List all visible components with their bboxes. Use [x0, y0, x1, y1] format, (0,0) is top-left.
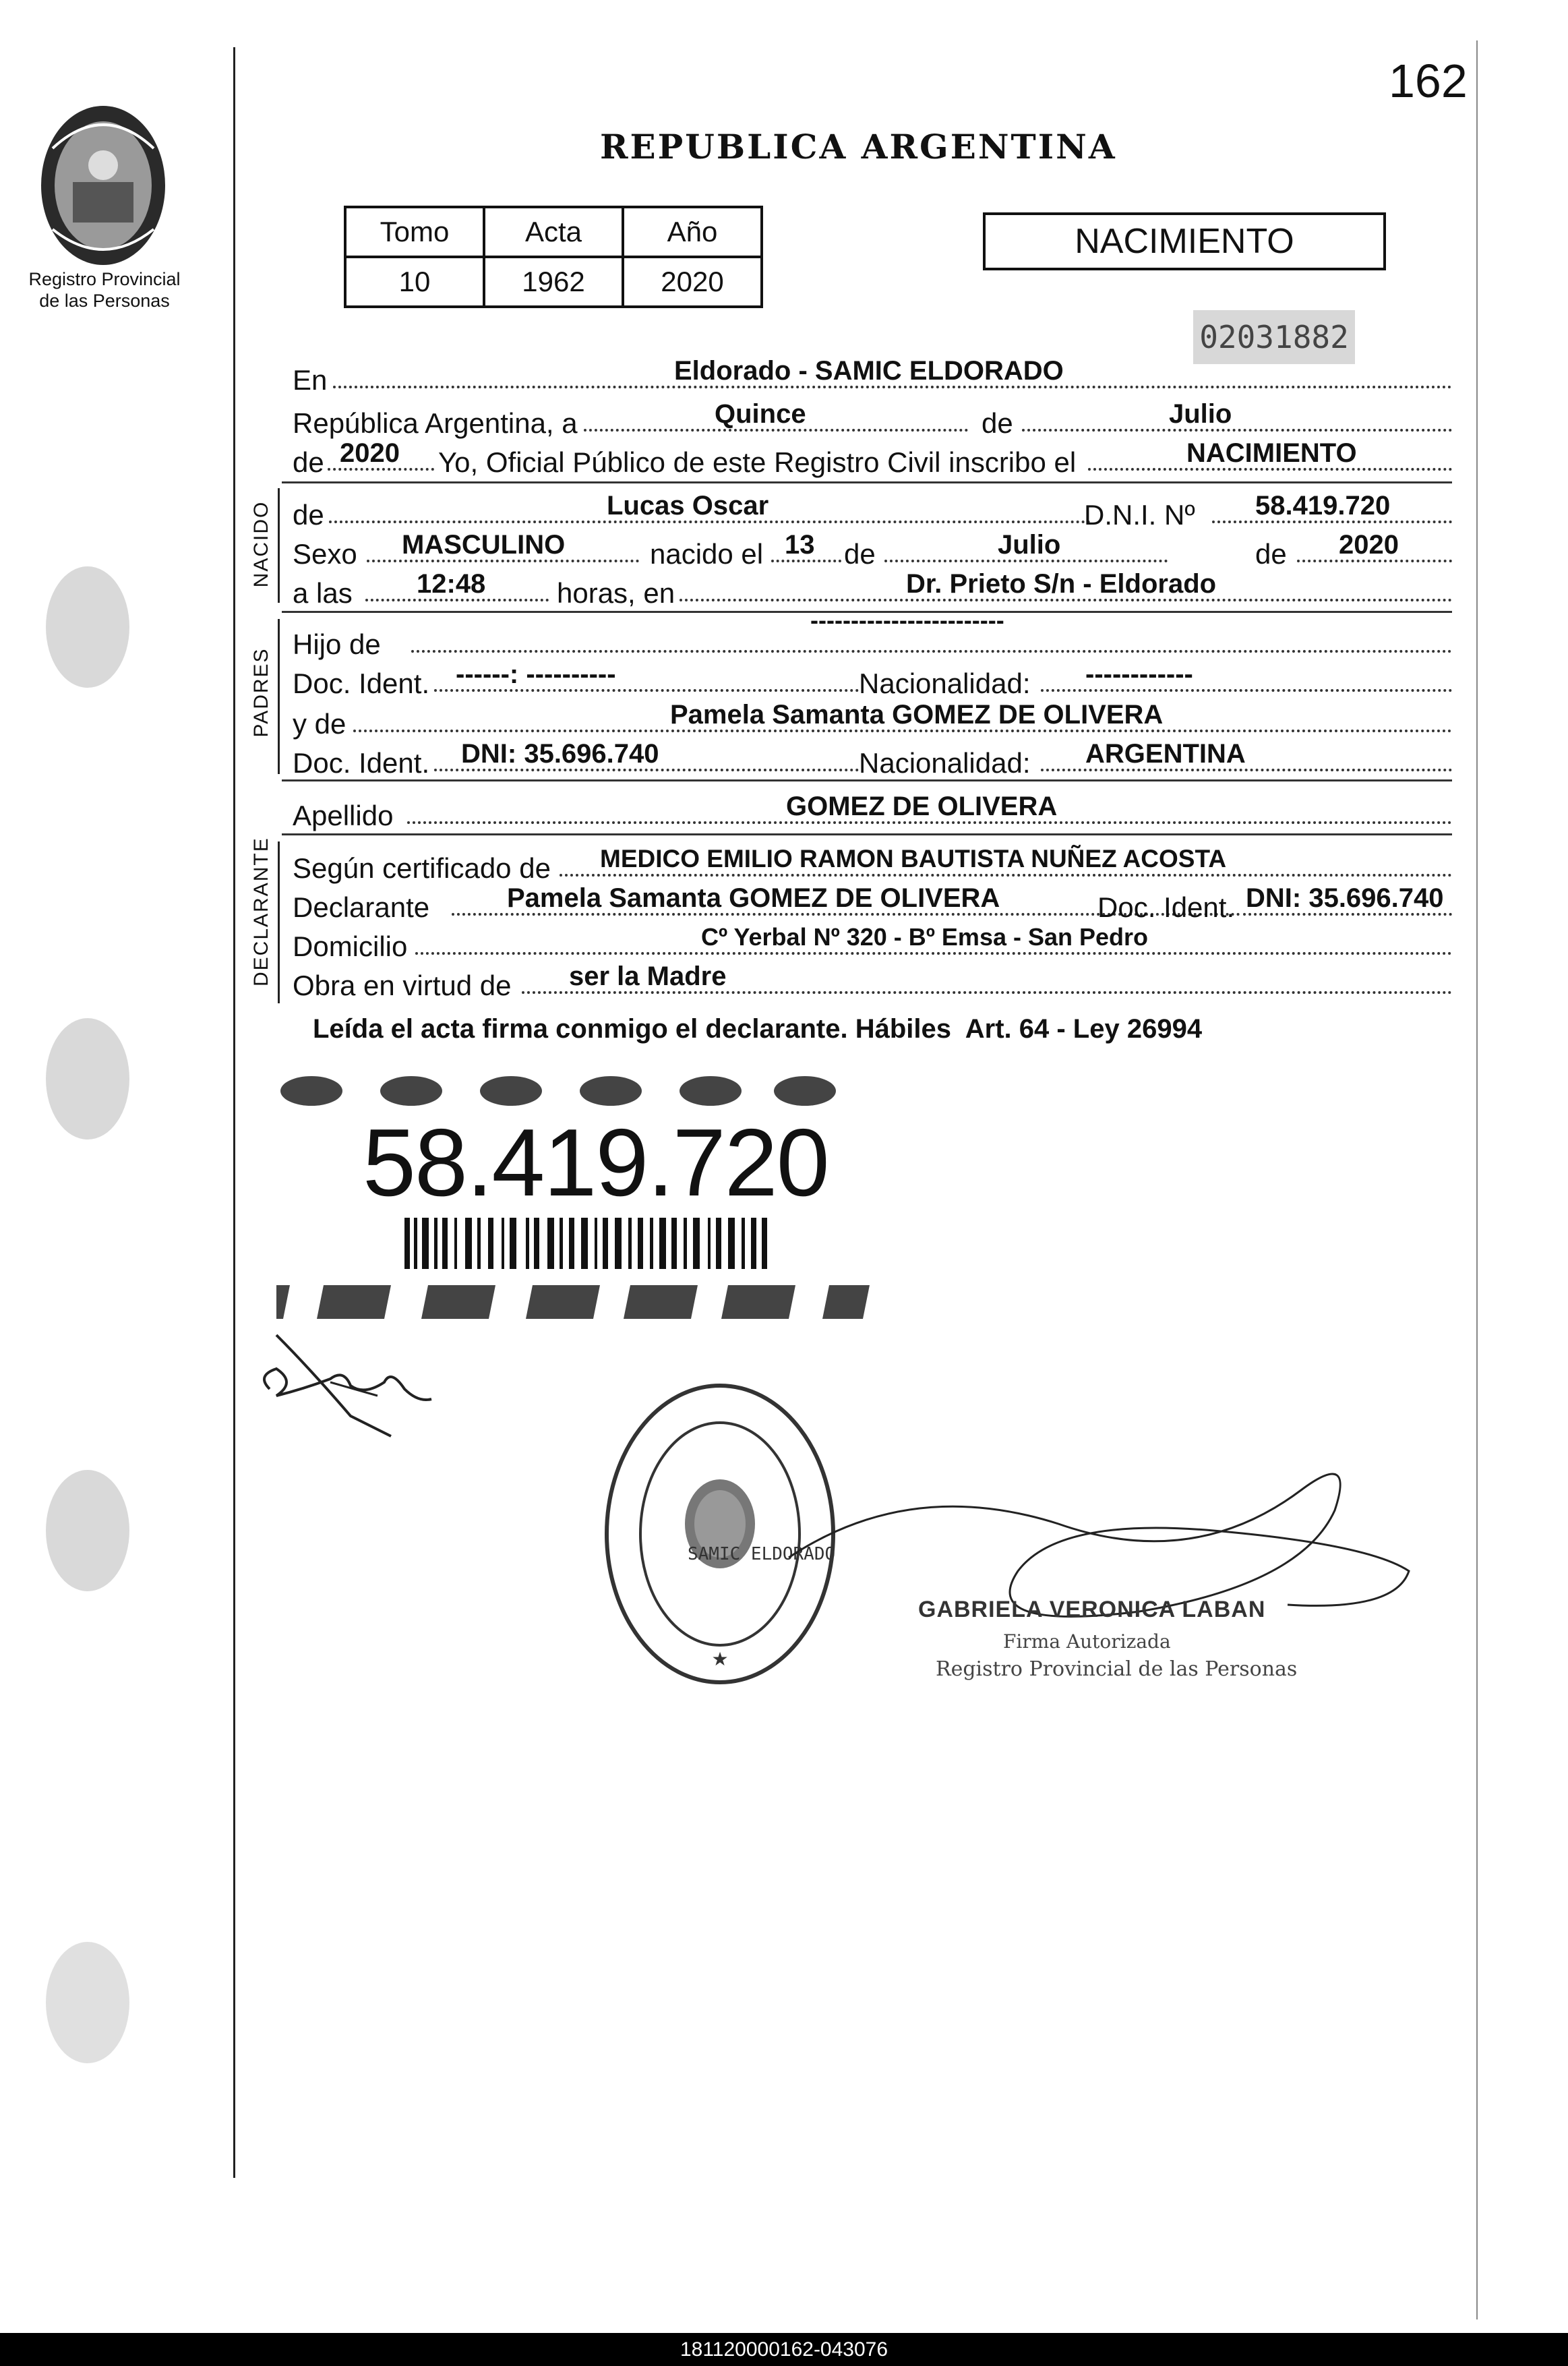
lugar-value: Dr. Prieto S/n - Eldorado — [906, 569, 1217, 599]
serial-stamp-text: 02031882 — [1199, 319, 1349, 355]
lugar-dots — [680, 599, 1452, 601]
country-title: REPUBLICA ARGENTINA — [600, 127, 1117, 167]
security-strip-top — [279, 1075, 839, 1113]
signature-name: GABRIELA VERONICA LABAN — [918, 1597, 1266, 1622]
domicilio-label: Domicilio — [293, 930, 408, 962]
row-certificado — [293, 846, 1452, 883]
apellido-label: Apellido — [293, 800, 394, 831]
row-fecha — [293, 401, 1452, 438]
dni-value: 58.419.720 — [1255, 491, 1391, 521]
declarant-signature — [249, 1322, 438, 1443]
side-label-declarante: DECLARANTE — [250, 837, 272, 986]
dni-big-number: 58.419.720 — [363, 1109, 828, 1216]
year-dots — [328, 468, 434, 471]
record-value-tomo: 10 — [345, 257, 484, 307]
hora-dots — [365, 599, 549, 601]
nac1-dots — [1041, 689, 1452, 692]
declarante-bracket — [278, 841, 280, 1003]
official-signature — [775, 1436, 1422, 1659]
birth-month: Julio — [998, 530, 1061, 560]
year-value: 2020 — [340, 438, 400, 468]
registry-name-line1: Registro Provincial — [28, 269, 181, 289]
row-nombre — [293, 492, 1452, 530]
apellido-dots — [407, 821, 1452, 824]
birth-year-dots — [1297, 560, 1452, 562]
doc1-dots — [434, 689, 859, 692]
svg-text:★: ★ — [711, 1648, 729, 1670]
footer-code: 181120000162-043076 — [680, 2338, 888, 2361]
nac2-dots — [1041, 769, 1452, 771]
nacido-bracket — [278, 488, 280, 603]
doc-ident-label-1: Doc. Ident. — [293, 668, 430, 699]
dni-dots — [1212, 521, 1452, 523]
birth-year: 2020 — [1339, 530, 1399, 560]
sexo-dots — [367, 560, 639, 562]
ghost-logo-4 — [34, 1935, 142, 2090]
document-type-box — [983, 212, 1386, 270]
segun-label: Según certificado de — [293, 852, 551, 884]
birth-month-dots — [884, 560, 1168, 562]
birth-day: 13 — [785, 530, 815, 560]
month-value: Julio — [1169, 399, 1232, 429]
signature-institution: Registro Provincial de las Personas — [936, 1657, 1298, 1681]
record-header-acta: Acta — [484, 207, 623, 257]
certificado-value: MEDICO EMILIO RAMON BAUTISTA NUÑEZ ACOSTA — [600, 845, 1227, 873]
side-label-nacido: NACIDO — [250, 500, 272, 588]
closing-text: Leída el acta firma conmigo el declarante. Hábiles Art. 64 - Ley 26994 — [313, 1014, 1203, 1044]
sep-4 — [282, 833, 1452, 835]
right-edge-rule — [1476, 40, 1478, 2319]
hijo-dots — [411, 650, 1452, 653]
inscribo-dots — [1088, 468, 1452, 471]
yde-label: y de — [293, 708, 346, 740]
obra-label: Obra en virtud de — [293, 970, 512, 1001]
document-type: NACIMIENTO — [1075, 222, 1294, 261]
dni-label: D.N.I. Nº — [1084, 499, 1195, 531]
row-obra — [293, 963, 1452, 1001]
nac2-value: ARGENTINA — [1085, 739, 1246, 769]
security-strip-bottom — [276, 1285, 870, 1319]
domicilio-dots — [415, 952, 1452, 955]
row-hora — [293, 570, 1452, 608]
doc2-dots — [434, 769, 859, 771]
row-doc2 — [293, 740, 1452, 778]
apellido-value: GOMEZ DE OLIVERA — [786, 792, 1058, 821]
record-value-acta: 1962 — [484, 257, 623, 307]
seal-inner-text: SAMIC ELDORADO — [688, 1544, 836, 1564]
en-value: Eldorado - SAMIC ELDORADO — [674, 356, 1064, 386]
en-label: En — [293, 364, 328, 396]
row-inscribo — [293, 440, 1452, 477]
registry-logo — [32, 101, 174, 270]
yo-text: Yo, Oficial Público de este Registro Civil inscribo el — [438, 446, 1077, 478]
sexo-value: MASCULINO — [402, 530, 566, 560]
birth-day-dots — [771, 560, 841, 562]
hora-value: 12:48 — [417, 569, 486, 599]
page-number: 162 — [1389, 55, 1468, 107]
row-declarante — [293, 885, 1452, 922]
row-hijo — [293, 606, 1452, 660]
side-label-padres: PADRES — [250, 647, 272, 738]
day-value: Quince — [715, 399, 806, 429]
doc-ident-label-3: Doc. Ident. — [1097, 891, 1235, 923]
sep-3 — [282, 779, 1452, 781]
declarante-doc: DNI: 35.696.740 — [1246, 883, 1444, 913]
declarante-value: Pamela Samanta GOMEZ DE OLIVERA — [507, 883, 1000, 913]
doc1-value: ------: ---------- — [456, 659, 616, 689]
en-dots — [333, 386, 1452, 388]
row-madre — [293, 701, 1452, 739]
left-margin-rule — [233, 47, 235, 2178]
sep-1 — [282, 481, 1452, 483]
republica-dots — [584, 429, 968, 432]
sexo-label: Sexo — [293, 538, 357, 570]
de-label-3: de — [293, 499, 324, 531]
record-header-anio: Año — [623, 207, 762, 257]
ghost-logo-3 — [34, 1463, 142, 1618]
declarante-label: Declarante — [293, 891, 430, 923]
record-table — [344, 206, 763, 308]
hijo-label: Hijo de — [293, 628, 381, 660]
domicilio-value: Cº Yerbal Nº 320 - Bº Emsa - San Pedro — [701, 923, 1149, 951]
signature-role: Firma Autorizada — [1003, 1630, 1171, 1653]
serial-stamp — [1193, 310, 1355, 364]
de-label-2: de — [293, 446, 324, 478]
madre-value: Pamela Samanta GOMEZ DE OLIVERA — [670, 700, 1164, 730]
row-apellido — [293, 793, 1452, 831]
row-domicilio — [293, 924, 1452, 962]
horas-label: horas, en — [557, 577, 675, 609]
nombre-value: Lucas Oscar — [607, 491, 769, 521]
record-header-tomo: Tomo — [345, 207, 484, 257]
de-label-1: de — [982, 407, 1013, 439]
nac1-value: ------------ — [1085, 659, 1193, 689]
nacionalidad-label-2: Nacionalidad: — [859, 747, 1031, 779]
hijo-value: ------------------------ — [810, 606, 1004, 634]
nacido-label: nacido el — [650, 538, 764, 570]
inscribo-value: NACIMIENTO — [1186, 438, 1357, 468]
republica-label: República Argentina, a — [293, 407, 578, 439]
de-label-4: de — [844, 538, 876, 570]
ghost-logo-1 — [34, 560, 142, 715]
footer-bar — [0, 2333, 1568, 2366]
doc-ident-label-2: Doc. Ident. — [293, 747, 430, 779]
alas-label: a las — [293, 577, 353, 609]
doc2-value: DNI: 35.696.740 — [461, 739, 659, 769]
nacionalidad-label-1: Nacionalidad: — [859, 668, 1031, 699]
certificado-dots — [560, 874, 1452, 877]
month-dots — [1022, 429, 1452, 432]
registry-name-line2: de las Personas — [39, 291, 170, 311]
dni-barcode — [404, 1218, 768, 1269]
ghost-logo-2 — [34, 1011, 142, 1166]
row-doc1 — [293, 661, 1452, 699]
registry-name — [13, 268, 195, 312]
madre-dots — [353, 730, 1452, 732]
de-label-5: de — [1255, 538, 1287, 570]
declarante-doc-dots — [1243, 913, 1452, 916]
padres-bracket — [278, 619, 280, 774]
row-en — [293, 357, 1452, 395]
obra-value: ser la Madre — [569, 962, 727, 991]
obra-dots — [522, 991, 1452, 994]
row-sexo — [293, 531, 1452, 569]
record-value-anio: 2020 — [623, 257, 762, 307]
nombre-dots — [329, 521, 1091, 523]
